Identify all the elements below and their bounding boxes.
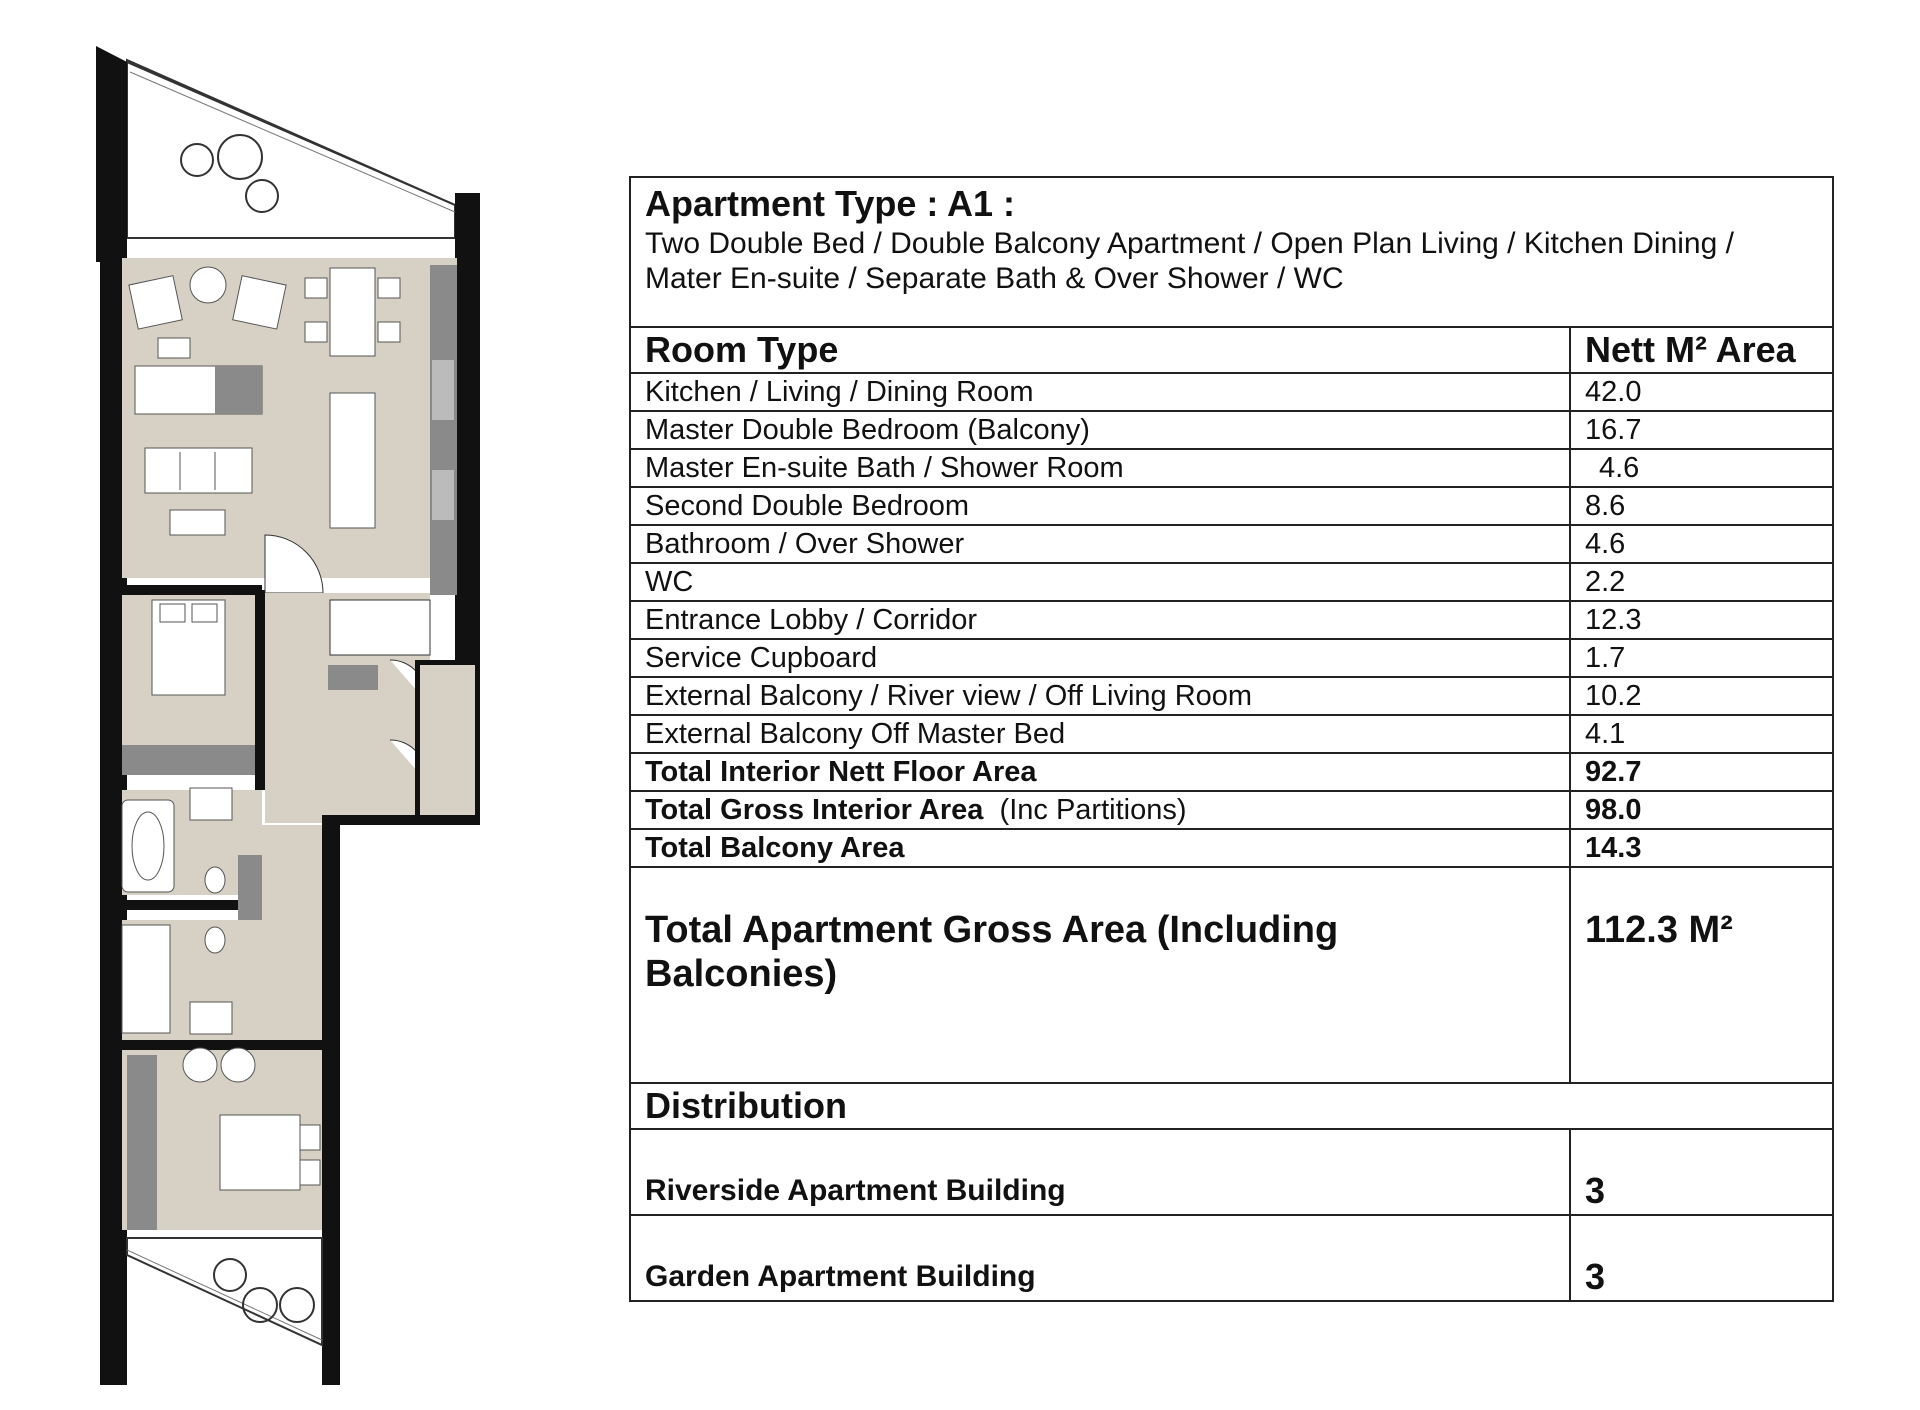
room-area: 4.6 [1599,452,1640,484]
room-area: 4.1 [1570,715,1832,753]
shower-tray [122,925,170,1033]
total-interior-label: Total Interior Nett Floor Area [631,753,1570,791]
total-balcony-value: 14.3 [1570,829,1832,867]
room-name: Master Double Bedroom (Balcony) [631,411,1570,449]
room-name: Second Double Bedroom [631,487,1570,525]
kitchen-sink [432,360,454,420]
room-name: External Balcony / River view / Off Living Room [631,677,1570,715]
total-gross-note: (Inc Partitions) [999,794,1187,826]
bottom-balcony [127,1238,322,1345]
table-row [631,449,1832,487]
room-name: Bathroom / Over Shower [631,525,1570,563]
armchair [129,276,182,329]
room-area: 2.2 [1570,563,1832,601]
room-area-cell [1570,449,1832,487]
armchair [233,276,286,329]
room-area: 4.6 [1570,525,1832,563]
grand-total-label: Total Apartment Gross Area (Including Balconies) [631,867,1570,1083]
building-name: Riverside Apartment Building [631,1129,1570,1215]
top-balcony [127,60,455,238]
room-area: 42.0 [1570,373,1832,411]
sofa [145,448,252,493]
room-name: Kitchen / Living / Dining Room [631,373,1570,411]
apartment-title: Apartment Type : A1 : [645,183,1016,224]
area-header: Nett M² Area [1570,328,1832,373]
room-area: 10.2 [1570,677,1832,715]
building-name: Garden Apartment Building [631,1215,1570,1300]
table-row [631,715,1832,753]
room-name: Service Cupboard [631,639,1570,677]
grand-total-row [631,867,1832,1083]
table-row [631,525,1832,563]
room-area: 12.3 [1570,601,1832,639]
building-count: 3 [1570,1215,1832,1300]
apartment-description-line1: Two Double Bed / Double Balcony Apartment / Open Plan Living / Kitchen Dining / [645,227,1734,260]
total-gross-row [631,791,1832,829]
dining-table [330,268,375,356]
total-gross-cell [631,791,1570,829]
apartment-header [631,178,1832,328]
room-name: Master En-suite Bath / Shower Room [631,449,1570,487]
room-name: WC [631,563,1570,601]
kitchen-hob [432,470,454,520]
apartment-spec-sheet [629,176,1834,1302]
building-count: 3 [1570,1129,1832,1215]
room-type-header: Room Type [645,329,839,370]
room-area-table [631,328,1832,1300]
kitchen-counter [430,265,457,595]
table-row [631,487,1832,525]
table-row [631,373,1832,411]
room-area: 16.7 [1570,411,1832,449]
total-interior-value: 92.7 [1570,753,1832,791]
table-row [631,639,1832,677]
total-gross-label: Total Gross Interior Area [645,794,984,826]
wc-floor [330,600,430,655]
total-balcony-label: Total Balcony Area [631,829,1570,867]
total-balcony-row [631,829,1832,867]
wardrobe [122,745,255,775]
exterior-wall-right-lower [322,815,340,1385]
table-row [631,601,1832,639]
table-row [631,677,1832,715]
distribution-row [631,1215,1832,1300]
distribution-row [631,1129,1832,1215]
bathtub [122,800,174,892]
bed-master [220,1115,300,1190]
kitchen-island [330,393,375,528]
table-row [631,411,1832,449]
table-header-row [631,328,1832,373]
wardrobe-master [127,1055,157,1230]
room-area: 8.6 [1570,487,1832,525]
table-row [631,563,1832,601]
distribution-heading: Distribution [631,1083,1832,1129]
total-interior-row [631,753,1832,791]
floor-plan [0,0,600,1410]
apartment-description-line2: Mater En-suite / Separate Bath & Over Shower / WC [645,262,1344,295]
distribution-heading-row [631,1083,1832,1129]
room-name: Entrance Lobby / Corridor [631,601,1570,639]
room-area: 1.7 [1570,639,1832,677]
room-name: External Balcony Off Master Bed [631,715,1570,753]
total-gross-value: 98.0 [1570,791,1832,829]
grand-total-value: 112.3 M² [1570,867,1832,1083]
